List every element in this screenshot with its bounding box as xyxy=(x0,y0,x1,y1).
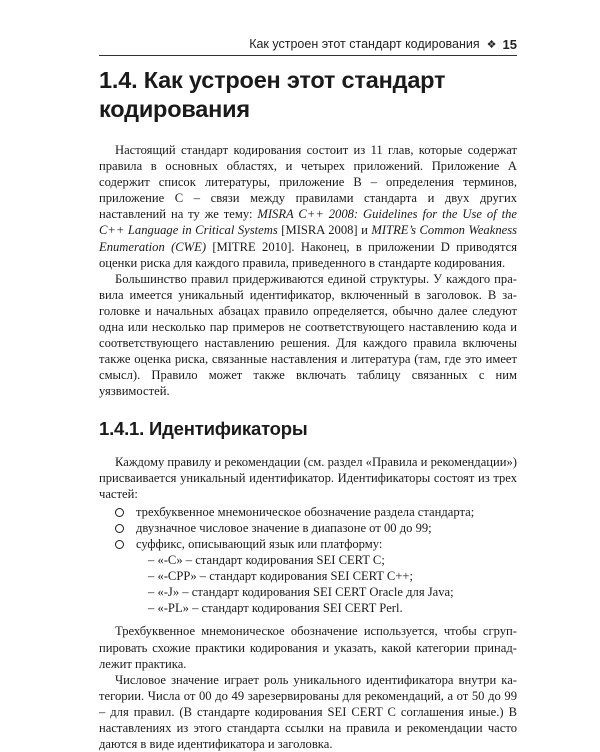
suffix-list xyxy=(136,552,517,616)
suffix-item: – «-С» – стандарт кодирования SEI CERT C; xyxy=(148,553,385,568)
running-header xyxy=(99,33,517,56)
paragraph-numeric-value: Числовое значение играет роль уникального идентификатора внутри категории. Числа от 00 до 49 зарезервированы для рекомендаций, а от 50 до 99 – для правил. (В стандарте кодирования SEI CERT C соглашения иные.) В наставлениях из этого стандарта ссылки на правила и рекомендации часто даются в виде идентификатора и заголовка. xyxy=(99,672,517,752)
list-item-text: трехбуквенное мнемоническое обозначение раздела стандарта; xyxy=(136,504,475,519)
circle-bullet-icon xyxy=(115,508,124,517)
paragraph-identifiers-intro: Каждому правилу и рекомендации (см. раздел «Правила и рекомендации») присваивается уникальный идентификатор. Идентификаторы состоят из трех частей: xyxy=(99,454,517,501)
suffix-item: – «-J» – стандарт кодирования SEI CERT Oracle для Java; xyxy=(148,585,454,600)
running-header-title: Как устроен этот стандарт кодирования xyxy=(249,37,480,51)
ornament-icon: ❖ xyxy=(486,38,497,51)
paragraph-structure-overview xyxy=(99,142,517,271)
page-number: 15 xyxy=(502,36,517,52)
list-item-text: суффикс, описывающий язык или платформу: xyxy=(136,536,383,551)
paragraph-text: [MITRE 2010]. Наконец, в приложении D приводятся оценки риска для каждого правила, приведенного в стандарте кодирования. xyxy=(99,239,517,270)
suffix-item: – «-CPP» – стандарт кодирования SEI CERT C++; xyxy=(148,569,414,584)
cwe-title: MITRE’s Common Weakness Enumeration (CWE) xyxy=(99,223,518,254)
list-item xyxy=(115,536,517,616)
identifier-parts-list xyxy=(99,504,517,617)
paragraph-text: [MISRA 2008] и xyxy=(277,223,372,238)
page-content xyxy=(99,66,517,752)
list-item xyxy=(115,520,517,536)
section-heading-line2: кодирования xyxy=(99,96,250,122)
paragraph-text: Настоящий стандарт кодирования состоит из 11 глав, которые содержат правила в основных областях, и четырех приложений. Приложение А содержит список литературы, приложение В – определения терминов, приложение С – связи между правилами стандарта и двух других наставлений на ту же тему: xyxy=(99,143,517,222)
paragraph-mnemonic: Трехбуквенное мнемоническое обозначение используется, чтобы сгруппировать схожие практики кодирования и указать, какой категории принадлежит практика. xyxy=(99,624,517,671)
circle-bullet-icon xyxy=(115,524,124,533)
subsection-heading: 1.4.1. Идентификаторы xyxy=(99,417,308,439)
list-item-text: двузначное числовое значение в диапазоне от 00 до 99; xyxy=(136,520,432,535)
section-heading-line1: 1.4. Как устроен этот стандарт xyxy=(99,67,446,93)
paragraph-rule-structure: Большинство правил придерживаются единой структуры. У каждого правила имеется уникальный идентификатор, включенный в заголовок. В заголовке и начальных абзацах правило определяется, обычно далее следуют одна или несколько пар примеров не соответствующего наставлению кода и соответствующего наставлению решения. Для каждого правила включены также оценка риска, связанные наставления и литература (там, где это имеет смысл). Правило может также включать таблицу связанных с ним уязвимостей. xyxy=(99,271,517,399)
suffix-item: – «-PL» – стандарт кодирования SEI CERT Perl. xyxy=(148,601,403,616)
misra-title: MISRA C++ 2008: Guidelines for the Use of the C++ Language in Critical Systems xyxy=(99,207,517,238)
list-item xyxy=(115,504,517,520)
circle-bullet-icon xyxy=(115,540,124,549)
section-heading xyxy=(99,66,517,124)
